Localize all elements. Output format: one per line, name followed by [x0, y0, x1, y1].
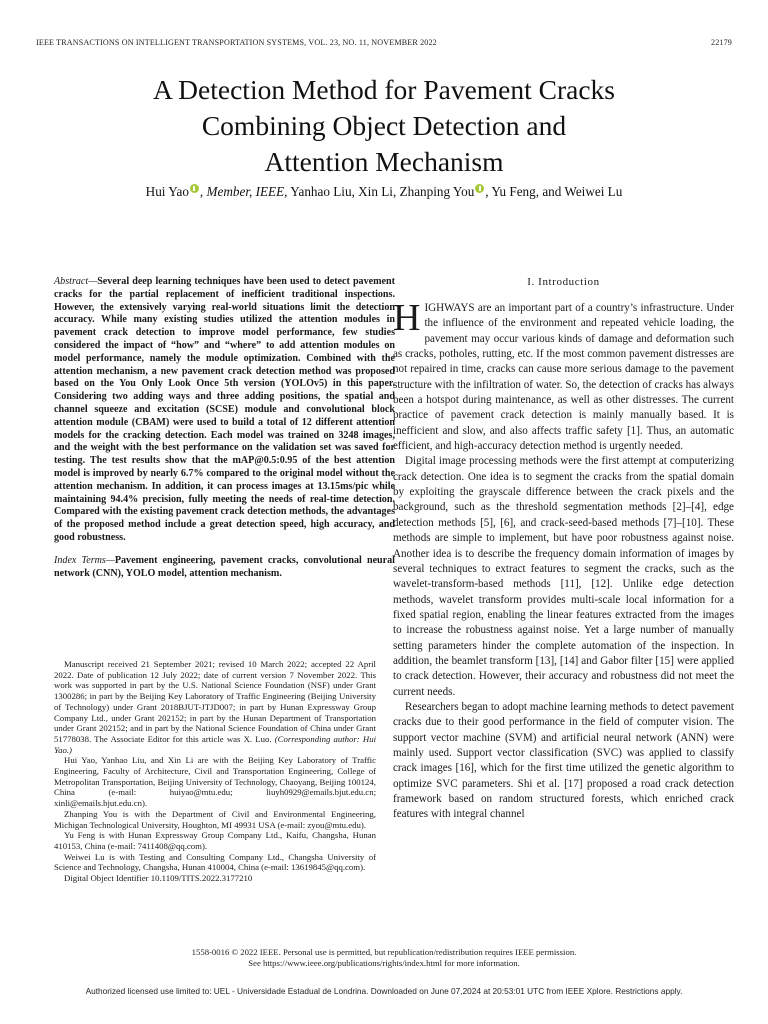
abstract-text: Several deep learning techniques have been used to detect pavement cracks for the partial replacement of inefficient traditional inspections. However, the extensively varying real-world situations limit the detection accuracy. While many existing studies utilized the attention modules in pavement crack detection to improve model performance, few studies considered the impact of “how” and “where” to add attention modules on model performance, namely the module optimization. Combined with the attention mechanism, a new pavement crack detection method was proposed based on the You Only Look Once 5th version (YOLOv5) in this paper. Considering two adding ways and three adding positions, the spatial and channel squeeze and excitation (SCSE) module and convolutional block attention module (CBAM) were used to build a total of 12 different attention models for the cracking detection. Each model was trained on 3248 images, and the weight with the best performance on the validation set was saved for testing. The test results show that the mAP@0.5:0.95 of the best attention model is improved by nearly 6.7% compared to the original model without the attention mechanism. In addition, it can process images at 13.15ms/pic while maintaining 94.4% precision, fully meeting the needs of real-time detection. Compared with the existing pavement crack detection methods, the advantages of the proposed method include a great detection speed, high accuracy, and good robustness. — [54, 276, 395, 543]
intro-paragraph-2: Digital image processing methods were the first attempt at computerizing crack detection. One idea is to segment the cracks from the spatial domain by exploiting the grayscale difference between the crack pixels and the background, such as the threshold segmentation methods [2]–[4], edge detection methods [5], [6], and crack-seed-based methods [7]–[10]. These methods are simple to implement, but have poor robustness against noise. Another idea is to describe the frequency domain information of images by several techniques to extract features to segment the cracks, such as the wavelet-transform-based methods [11], [12]. Unlike edge detection methods, wavelet transform provides multi-scale local information for a fixed spatial region, enabling the linear features extracted from the images to increase the robustness against noise. Yet a large number of manually setting parameters hinder the complete automation of the inspection. In addition, the beamlet transform [13], [14] and Gabor filter [15] were applied to crack detection. However, their accuracy and robustness did not meet the current needs. — [393, 455, 734, 698]
author-role: Member, IEEE — [206, 184, 285, 199]
title-line-2: Combining Object Detection and — [201, 110, 567, 141]
intro-paragraph-1-text: IGHWAYS are an important part of a country’s infrastructure. Under the influence of the environment and repeated vehicle loading, the pavement may occur various kinds of damage and deformation such as cracks, potholes, rutting, etc. If the most common pavement distresses are not repaired in time, cracks can cause more serious damage to the pavement structure with the infiltration of water. So, the detection of cracks has always been a hotspot during maintenance, as well as other distresses. The current practice of pavement crack detection is mainly manually based. It is inefficient and slow, and also affects traffic safety [1]. Thus, an automatic efficient, and high-accuracy detection method is urgently needed. — [393, 302, 734, 453]
author-list: Hui Yao , Member, IEEE, Yanhao Liu, Xin Li, Zhanping You , Yu Feng, and Weiwei Lu — [145, 184, 623, 199]
running-head — [36, 38, 732, 47]
author-name: Hui Yao — [145, 184, 189, 199]
author-names-middle: Yanhao Liu, Xin Li, Zhanping You — [290, 184, 475, 199]
title-line-1: A Detection Method for Pavement Cracks — [152, 74, 616, 105]
abstract — [54, 276, 395, 545]
left-column — [54, 276, 395, 590]
doi[interactable]: Digital Object Identifier 10.1109/TITS.2022.3177210 — [64, 873, 253, 884]
page-number: 22179 — [711, 38, 732, 47]
footnote-manuscript-text: Manuscript received 21 September 2021; revised 10 March 2022; accepted 22 April 2022. Date of publication 12 July 2022; date of current version 7 November 2022. This work was supported in part by the U.S. National Science Foundation (NSF) under Grant 1300286; in part by the Beijing Key Laboratory of Traffic Engineering (Beijing University of Technology) under Grant 2018BJUT-JTJD007; in part by Hunan Expressway Group Company Ltd., under Grant 202152; in part by the Hunan Department of Transportation under Grant 202152; and in part by the National Science Foundation of China under Grant 51778038. The Associate Editor for this article was X. Luo. — [54, 659, 376, 744]
abstract-label: Abstract— — [54, 276, 98, 287]
corresponding-author: (Corresponding author: Hui Yao.) — [54, 733, 377, 755]
drop-cap: H — [393, 297, 421, 339]
copyright-line-1: 1558-0016 © 2022 IEEE. Personal use is permitted, but republication/redistribution requires IEEE permission. — [191, 947, 577, 957]
license-notice: Authorized licensed use limited to: UEL - Universidade Estadual de Londrina. Downloaded on June 07,2024 at 20:53:01 UTC from IEEE Xplore. Restrictions apply. — [85, 986, 683, 996]
author-names-tail: Yu Feng, and Weiwei Lu — [491, 184, 623, 199]
footnote-affiliation-4: Weiwei Lu is with Testing and Consulting Company Ltd., Changsha University of Science and Technology, Changsha, Hunan 410004, China (e-mail: 13619845@qq.com). — [54, 851, 376, 873]
index-terms-text: Pavement engineering, pavement cracks, convolutional neural network (CNN), YOLO model, attention mechanism. — [54, 554, 395, 579]
footnote-affiliation-3: Yu Feng is with Hunan Expressway Group Company Ltd., Kaifu, Changsha, Hunan 410153, China (e-mail: 7411408@qq.com). — [54, 830, 376, 851]
paper-title — [0, 72, 768, 180]
journal-name: IEEE TRANSACTIONS ON INTELLIGENT TRANSPORTATION SYSTEMS, VOL. 23, NO. 11, NOVEMBER 2022 — [36, 38, 437, 47]
intro-paragraph-1 — [393, 297, 734, 454]
copyright-line-2: See https://www.ieee.org/publications/rights/index.html for more information. — [248, 958, 520, 968]
index-terms-label: Index Terms— — [54, 554, 115, 566]
orcid-icon[interactable] — [475, 184, 484, 193]
introduction-section — [393, 276, 734, 823]
footnotes — [54, 659, 376, 884]
section-heading: I. Introduction — [527, 276, 600, 288]
intro-paragraph-3: Researchers began to adopt machine learning methods to detect pavement cracks due to their good performance in the field of computer vision. The support vector machine (SVM) and artificial neural network (ANN) were mainly used. Support vector classification (SVC) was applied to classify crack images [16], which for the first time utilized the genetic algorithm to optimize SVC parameters. Shi et al. [17] proposed a road crack detection framework based on random structured forests, which enriched crack features with integral channel — [393, 700, 734, 821]
footnote-affiliation-2: Zhanping You is with the Department of Civil and Environmental Engineering, Michigan Technological University, Houghton, MI 49931 USA (e-mail: zyou@mtu.edu). — [54, 808, 376, 830]
footnote-affiliation-1: Hui Yao, Yanhao Liu, and Xin Li are with the Beijing Key Laboratory of Traffic Engineering, Faculty of Architecture, Civil and Transportation Engineering, College of Metropolitan Transportation, Beijing University of Technology, Chaoyang, Beijing 100124, China (e-mail: huiyao@mtu.edu; liuyh0929@emails.bjut.edu.cn; xinli@emails.bjut.edu.cn). — [54, 755, 376, 809]
title-line-3: Attention Mechanism — [264, 146, 504, 177]
footnote-manuscript — [54, 659, 376, 755]
copyright-notice — [0, 947, 768, 969]
orcid-icon[interactable] — [190, 184, 199, 193]
index-terms — [54, 555, 395, 581]
